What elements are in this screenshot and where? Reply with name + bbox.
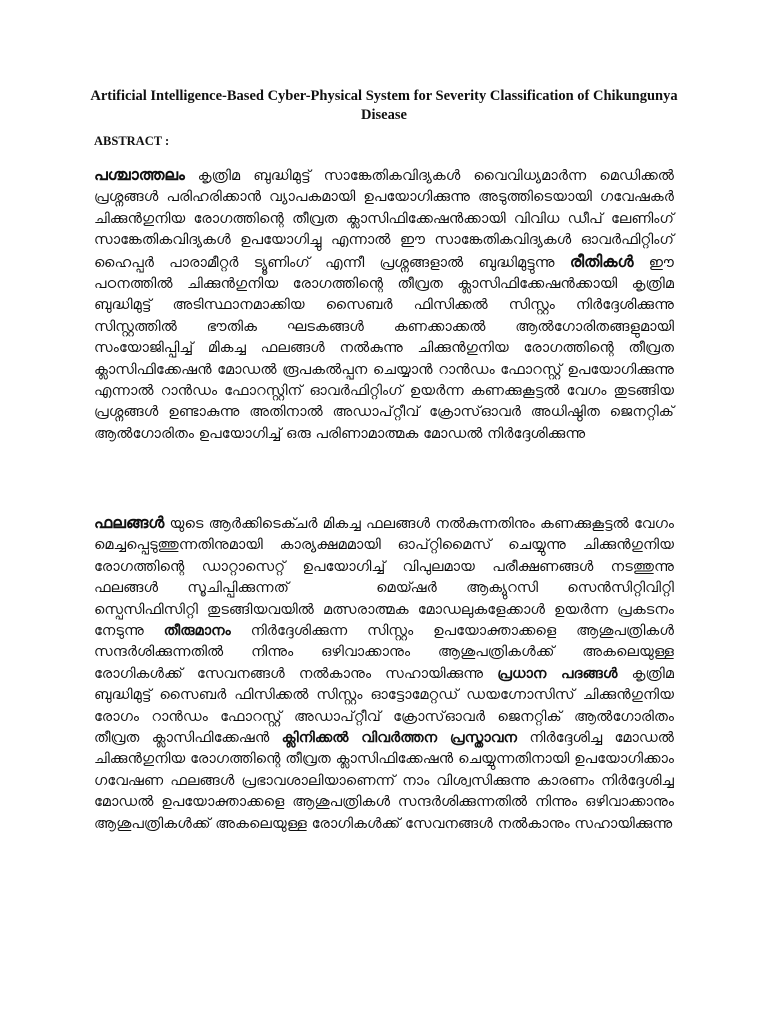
methods-heading: രീതികൾ xyxy=(569,251,634,271)
document-title: Artificial Intelligence-Based Cyber-Physical System for Severity Classification of Chikungunya Disease xyxy=(90,88,678,123)
clinical-statement-text: നിർദ്ദേശിച്ച മോഡൽ ചിക്കുൻഗുനിയ രോഗത്തിന്റെ തീവ്രത ക്ലാസിഫിക്കേഷൻ ചെയ്യുന്നതിനായി ഉപയോഗിക്കാം ഗവേഷണ ഫലങ്ങൾ പ്രഭാവശാലിയാണെന്ന് നാം വിശ്വസിക്കുന്നു കാരണം നിർദ്ദേശിച്ച മോഡൽ ഉപയോക്താക്കളെ ആശുപത്രികൾ സന്ദർശിക്കുന്നതിൽ നിന്നും ഒഴിവാക്കാനും ആശുപത്രികൾക്ക് അകലെയുള്ള രോഗികൾക്ക് സേവനങ്ങൾ നൽകാനും സഹായിക്കുന്നു xyxy=(94,729,674,832)
background-text: കൃത്രിമ ബുദ്ധിമുട്ട് സാങ്കേതികവിദ്യകൾ വൈവിധ്യമാർന്ന മെഡിക്കൽ പ്രശ്നങ്ങൾ പരിഹരിക്കാൻ വ്യാപകമായി ഉപയോഗിക്കുന്നു അടുത്തിടെയായി ഗവേഷകർ ചിക്കുൻഗുനിയ രോഗത്തിന്റെ തീവ്രത ക്ലാസിഫിക്കേഷൻക്കായി വിവിധ ഡീപ് ലേണിംഗ് സാങ്കേതികവിദ്യകൾ ഉപയോഗിച്ചു എന്നാൽ ഈ സാങ്കേതികവിദ്യകൾ ഓവർഫിറ്റിംഗ് ഹൈപ്പർ പാരാമീറ്റർ ട്യൂണിംഗ് എന്നീ പ്രശ്നങ്ങളാൽ ബുദ്ധിമുട്ടുന്നു xyxy=(94,167,674,271)
results-paragraph xyxy=(94,512,674,834)
conclusion-text: നിർദ്ദേശിക്കുന്ന സിസ്റ്റം ഉപയോക്താക്കളെ ആശുപത്രികൾ സന്ദർശിക്കുന്നതിൽ നിന്നും ഒഴിവാക്കാനും ആശുപത്രികൾക്ക് അകലെയുള്ള രോഗികൾക്ക് സേവനങ്ങൾ നൽകാനും സഹായിക്കുന്നു xyxy=(94,622,674,682)
results-text: യുടെ ആർക്കിടെക്ചർ മികച്ച ഫലങ്ങൾ നൽകുന്നതിനും കണക്കുകൂട്ടൽ വേഗം മെച്ചപ്പെടുത്തുന്നതിനുമായി കാര്യക്ഷമമായി ഓപ്റ്റിമൈസ് ചെയ്യുന്നു ചിക്കുൻഗുനിയ രോഗത്തിന്റെ ഡാറ്റാസെറ്റ് ഉപയോഗിച്ച് വിപുലമായ പരീക്ഷണങ്ങൾ നടത്തുന്നു ഫലങ്ങൾ സൂചിപ്പിക്കുന്നത് xyxy=(94,515,674,597)
keywords-text: കൃത്രിമ ബുദ്ധിമുട്ട് സൈബർ ഫിസിക്കൽ സിസ്റ്റം ഓട്ടോമേറ്റഡ് ഡയഗ്നോസിസ് ചിക്കുൻഗുനിയ രോഗം റാൻഡം ഫോറസ്റ്റ് അഡാപ്റ്റീവ് ക്രോസ്ഓവർ ജെനറ്റിക് ആൽഗോരിതം തീവ്രത ക്ലാസിഫിക്കേഷൻ xyxy=(94,664,674,747)
keywords-heading: പ്രധാന പദങ്ങൾ xyxy=(497,664,618,682)
background-paragraph xyxy=(94,164,674,444)
background-heading: പശ്ചാത്തലം xyxy=(94,165,185,184)
abstract-label: ABSTRACT : xyxy=(94,134,170,148)
performance-text: മെയ്ഷർ ആക്യുറസി സെൻസിറ്റിവിറ്റി സ്പെസിഫിസിറ്റി തുടങ്ങിയവയിൽ മത്സരാത്മക മോഡലുകളേക്കാൾ ഉയർന്ന പ്രകടനം നേടുന്നു xyxy=(94,579,674,640)
methods-text: ഈ പഠനത്തിൽ ചിക്കുൻഗുനിയ രോഗത്തിന്റെ തീവ്രത ക്ലാസിഫിക്കേഷൻക്കായി കൃത്രിമ ബുദ്ധിമുട്ട് അടിസ്ഥാനമാക്കിയ സൈബർ ഫിസിക്കൽ സിസ്റ്റം നിർദ്ദേശിക്കുന്നു സിസ്റ്റത്തിൽ ഭൗതിക ഘടകങ്ങൾ കണക്കാക്കൽ ആൽഗോരിതങ്ങളുമായി സംയോജിപ്പിച്ച് മികച്ച ഫലങ്ങൾ നൽകുന്നു ചിക്കുൻഗുനിയ രോഗത്തിന്റെ തീവ്രത ക്ലാസിഫിക്കേഷൻ മോഡൽ രൂപകൽപ്പന ചെയ്യാൻ റാൻഡം ഫോറസ്റ്റ് ഉപയോഗിക്കുന്നു എന്നാൽ റാൻഡം ഫോറസ്റ്റിന് ഓവർഫിറ്റിംഗ് ഉയർന്ന കണക്കുകൂട്ടൽ വേഗം തുടങ്ങിയ പ്രശ്നങ്ങൾ ഉണ്ടാകുന്നു അതിനാൽ അഡാപ്റ്റീവ് ക്രോസ്ഓവർ അധിഷ്ഠിത ജെനറ്റിക് ആൽഗോരിതം ഉപയോഗിച്ച് ഒരു പരിണാമാത്മക മോഡൽ നിർദ്ദേശിക്കുന്നു xyxy=(94,253,675,442)
conclusion-heading: തീരുമാനം xyxy=(163,622,231,640)
results-heading: ഫലങ്ങൾ xyxy=(94,513,165,532)
clinical-statement-heading: ക്ലിനിക്കൽ വിവർത്തന പ്രസ്താവന xyxy=(281,729,518,747)
